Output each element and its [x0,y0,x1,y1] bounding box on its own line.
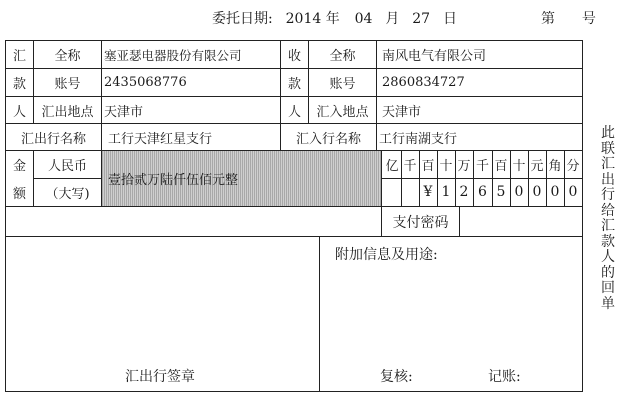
digit-unit-header: 亿 [385,158,399,174]
digit-unit-header: 千 [403,158,417,174]
uppercase-label: （大写) [45,187,90,202]
payment-password-label: 支付密码 [392,214,449,231]
digit-unit-header: 元 [530,158,544,174]
payee-name-value: 南风电气有限公司 [382,49,487,64]
copy-note-char: 回 [601,280,615,296]
currency-label: 人民币 [47,159,87,174]
date-day: 27 [412,11,431,27]
payee-account-label: 账号 [329,77,356,92]
digit-unit-header: 万 [457,158,471,174]
remitter-name-label: 全称 [54,49,81,64]
digit-value: ¥ [423,184,433,200]
amount-side-char: 额 [12,187,26,202]
table-border-bottom [5,391,583,392]
amount-uppercase-value: 壹拾贰万陆仟伍佰元整 [108,172,239,188]
remitter-side-char: 汇 [12,49,26,64]
digit-unit-header: 分 [566,158,580,174]
date-month-unit: 月 [385,11,400,27]
digit-value: 0 [532,184,542,200]
remitter-place-label: 汇出地点 [41,104,94,120]
digit-value [401,178,419,206]
amount-side-char: 金 [12,159,26,174]
copy-note-char: 的 [601,264,615,281]
copy-note-char: 此 [601,125,615,141]
payee-side-char: 款 [287,77,301,92]
digit-unit-header: 百 [494,158,508,174]
row-divider [5,236,583,237]
digit-unit-header: 十 [439,158,453,174]
payee-account-value: 2860834727 [382,75,465,90]
date-month: 04 [354,11,373,27]
remitter-name-value: 塞亚瑟电器股份有限公司 [104,47,242,63]
copy-note-char: 给 [601,202,615,219]
number-label: 第 [541,11,555,27]
payee-side-char: 人 [287,104,301,120]
copy-note-char: 汇 [601,218,615,234]
copy-note-char: 人 [601,249,615,265]
payment-password-value [460,207,583,236]
number-unit: 号 [581,11,596,27]
extra-info-label: 附加信息及用途: [335,247,438,263]
digit-value: 0 [514,184,524,200]
payee-place-value: 天津市 [382,104,422,120]
payee-name-label: 全称 [329,49,356,64]
col-divider [319,236,320,391]
digit-unit-header: 千 [475,158,489,174]
payee-side-char: 收 [287,49,301,64]
digit-value [383,178,401,206]
payee-place-label: 汇入地点 [316,104,369,120]
payee-bank-label: 汇入行名称 [295,131,361,147]
digit-value: 2 [459,184,469,200]
review-label: 复核: [380,369,413,385]
date-label: 委托日期: [212,11,273,27]
digit-value: 0 [568,184,578,200]
remitter-place-value: 天津市 [104,104,144,120]
copy-note-char: 汇 [601,156,615,172]
date-year: 2014 [285,11,322,27]
copy-note-char: 款 [601,233,615,250]
copy-note [600,126,616,312]
remitter-account-label: 账号 [54,77,81,92]
remitter-side-char: 人 [12,104,26,120]
remitter-side-char: 款 [12,77,26,92]
copy-note-char: 出 [601,171,615,188]
payee-bank-value: 工行南湖支行 [379,131,458,147]
digit-unit-header: 角 [548,158,562,174]
date-year-unit: 年 [325,11,340,27]
remitter-bank-value: 工行天津红星支行 [108,131,213,147]
digit-unit-header: 十 [512,158,526,174]
remitter-seal-label: 汇出行签章 [125,369,195,385]
bookkeeper-label: 记账: [488,369,521,385]
digit-unit-header: 百 [421,158,435,174]
remitter-account-value: 2435068776 [104,75,187,90]
copy-note-char: 单 [601,295,615,312]
copy-note-char: 联 [601,140,615,157]
digit-value: 6 [478,184,487,200]
remitter-bank-label: 汇出行名称 [20,131,86,147]
copy-note-char: 行 [601,187,615,203]
digit-value: 1 [441,184,451,200]
digit-value: 0 [550,184,560,200]
digit-value: 5 [496,184,506,200]
date-day-unit: 日 [443,11,457,27]
